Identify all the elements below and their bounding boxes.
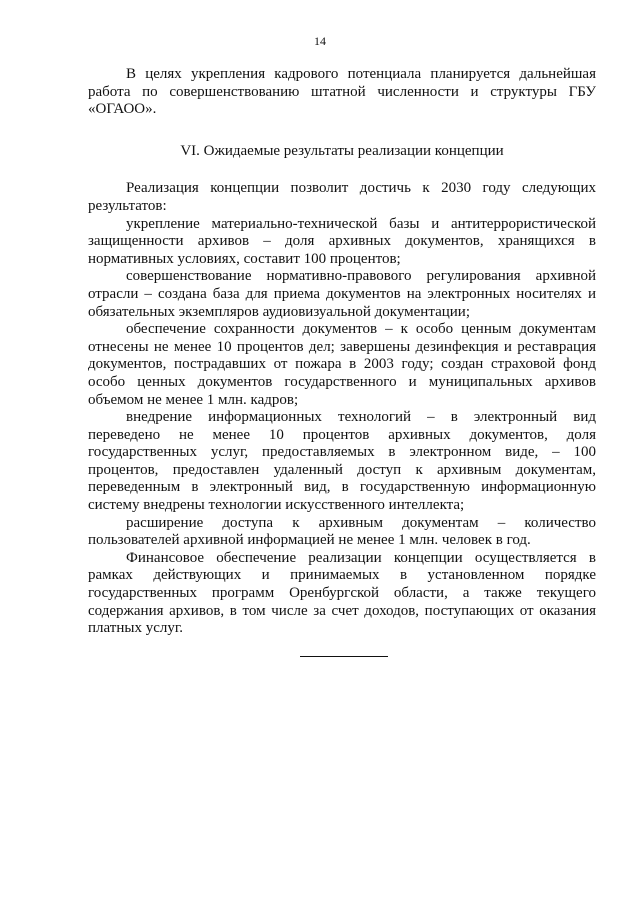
paragraph-staffing: В целях укрепления кадрового потенциала планируется дальнейшая работа по совершенствованию штатной численности и структуры ГБУ «ОГАОО».	[88, 66, 596, 118]
section-heading: VI. Ожидаемые результаты реализации концепции	[180, 142, 504, 159]
paragraph-financing: Финансовое обеспечение реализации концепции осуществляется в рамках действующих и принимаемых в установленном порядке государственных программ Оренбургской области, а также текущего содержания архивов, в том числе за счет доходов, поступающих от оказания платных услуг.	[88, 549, 596, 637]
document-body	[88, 66, 596, 638]
result-item-it: внедрение информационных технологий – в электронный вид переведено не менее 10 процентов архивных документов, доля государственных услуг, предоставляемых в электронном виде, – 100 процентов, предоставлен удаленный доступ к архивным документам, переведенным в электронный вид, в государственную информационную систему внедрены технологии искусственного интеллекта;	[88, 409, 596, 514]
result-item-regulation: совершенствование нормативно-правового регулирования архивной отрасли – создана база для приема документов на электронных носителях и обязательных экземпляров аудиовизуальной документации;	[88, 268, 596, 320]
closing-separator-line	[300, 656, 388, 657]
result-item-preservation: обеспечение сохранности документов – к особо ценным документам отнесены не менее 10 процентов дел; завершены дезинфекция и реставрация документов, пострадавших от пожара в 2003 году; создан страховой фонд особо ценных документов государственного и муниципальных архивов объемом не менее 1 млн. кадров;	[88, 321, 596, 408]
page-number: 14	[314, 34, 326, 48]
result-item-access: расширение доступа к архивным документам – количество пользователей архивной информацией не менее 1 млн. человек в год.	[88, 514, 596, 549]
result-item-material-base: укрепление материально-технической базы и антитеррористической защищенности архивов – доля архивных документов, хранящихся в нормативных условиях, составит 100 процентов;	[88, 215, 596, 267]
paragraph-intro: Реализация концепции позволит достичь к 2030 году следующих результатов:	[88, 180, 596, 214]
